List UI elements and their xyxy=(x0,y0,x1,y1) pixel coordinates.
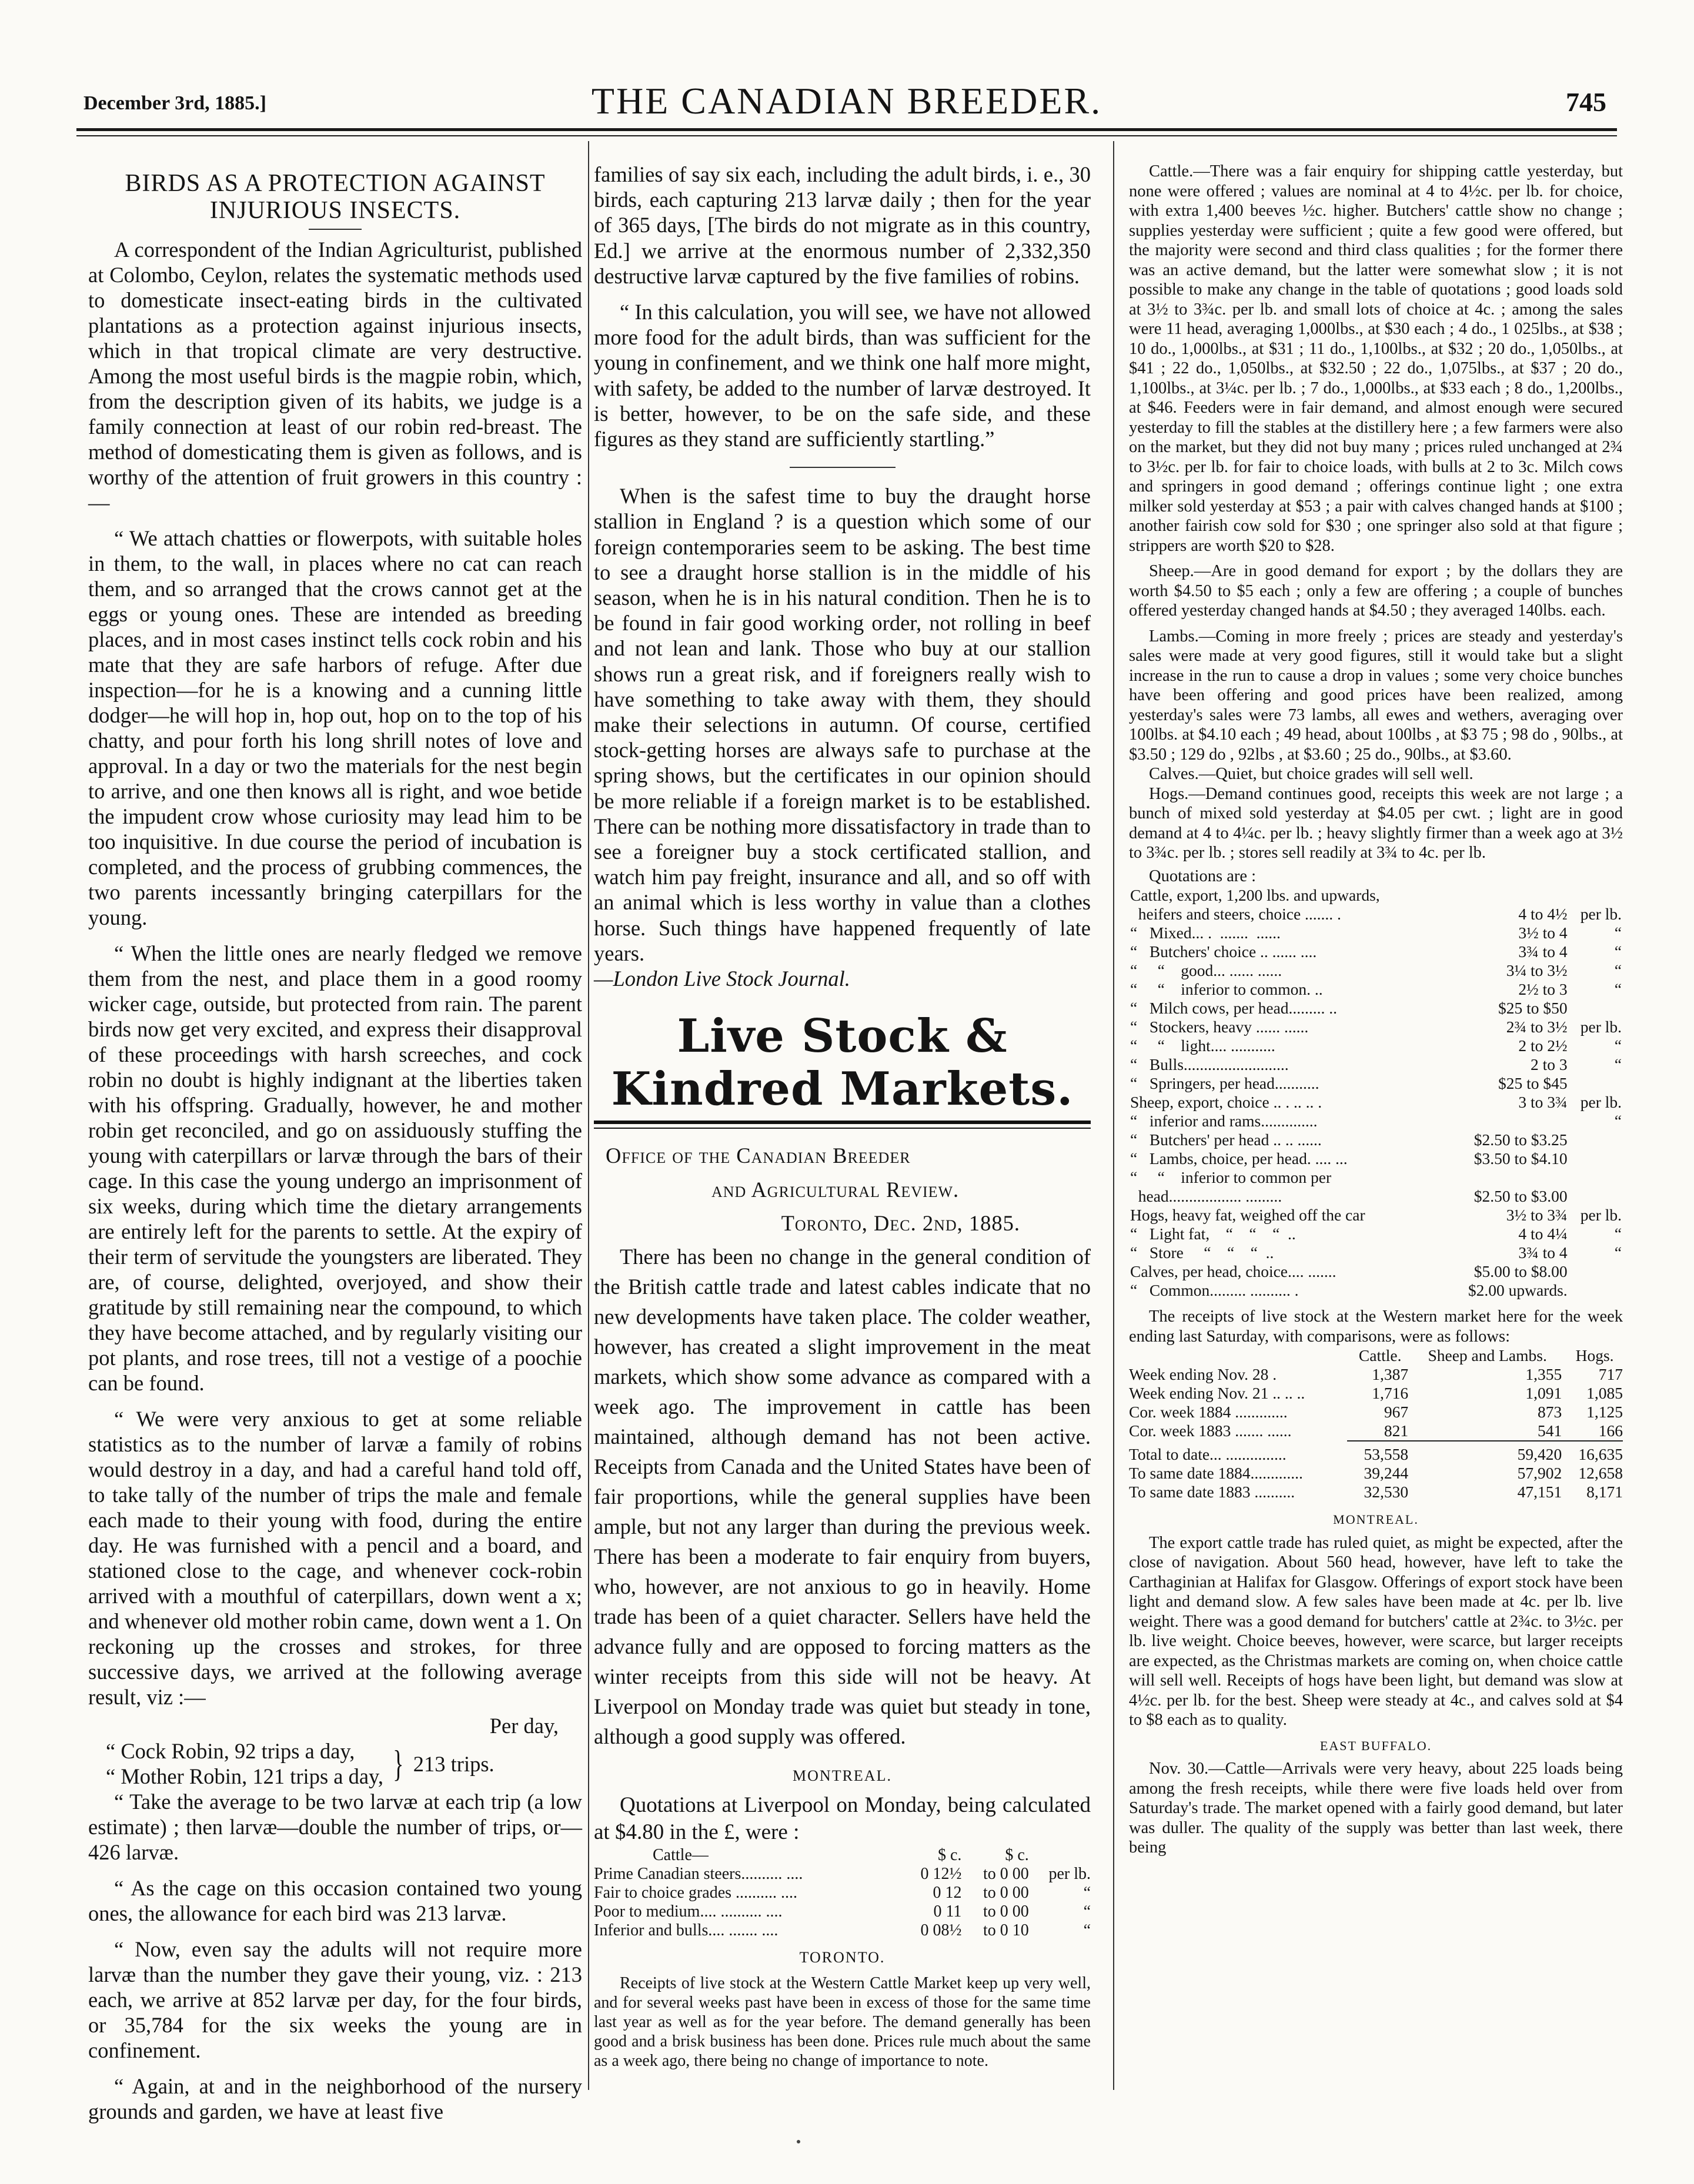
table-total-row xyxy=(1129,1483,1623,1501)
table-cell: “ xyxy=(1614,961,1622,979)
table-cell: 32,530 xyxy=(1364,1483,1409,1501)
table-row xyxy=(1129,999,1623,1018)
column-2 xyxy=(594,162,1091,2078)
markets-rule-thick xyxy=(594,1121,1091,1124)
table-cell: 47,151 xyxy=(1517,1483,1562,1501)
horse-source: —London Live Stock Journal. xyxy=(594,966,850,991)
paragraph: “ We were very anxious to get at some reliable statistics as to the number of larvæ a family of robins would destroy in a day, and had a careful hand told off, to take tally of the number of trips the male and female each made to their young with food, during the entire day. He was furnished with a pencil and a board, and stationed close to the cage, and whenever cock-robin arrived with a mouthful of caterpillars, down went a x; and whenever old mother robin came, down went a 1. On reckoning up the crosses and strokes, for three successive days, we arrived at the following average result, viz :— xyxy=(88,1407,582,1709)
table-cell: per lb. xyxy=(1580,1206,1622,1224)
table-cell xyxy=(1442,886,1569,905)
table-cell xyxy=(1569,1131,1623,1149)
table-cell: Week ending Nov. 21 .. .. .. xyxy=(1129,1384,1305,1402)
table-cell: 1,355 xyxy=(1525,1365,1562,1383)
montreal-label: MONTREAL. xyxy=(1333,1512,1419,1527)
table-cell: “ xyxy=(1083,1884,1091,1902)
table-cell: per lb. xyxy=(1048,1865,1091,1884)
table-cell: Cattle. xyxy=(1358,1346,1402,1364)
brace-symbol: } xyxy=(393,1742,404,1784)
table-header-cell: $ c. xyxy=(1005,1846,1029,1865)
table-row xyxy=(594,1921,1091,1940)
table-cell: “ xyxy=(1614,980,1622,998)
table-cell: $5.00 to $8.00 xyxy=(1474,1262,1568,1280)
table-cell: Sheep and Lambs. xyxy=(1428,1346,1547,1364)
table-cell: $2.50 to $3.25 xyxy=(1474,1131,1568,1149)
article-title-line1: BIRDS AS A PROTECTION AGAINST xyxy=(125,170,546,197)
markets-heading: Live Stock & Kindred Markets. xyxy=(611,1009,1074,1116)
section-rule xyxy=(790,467,896,468)
table-cell: $3.50 to $4.10 xyxy=(1474,1149,1568,1168)
table-header-cell xyxy=(1029,1846,1091,1865)
table-row xyxy=(1129,961,1623,980)
table-cell: 0 11 xyxy=(933,1902,962,1921)
cattle-paragraph: Cattle.—There was a fair enquiry for shipping cattle yesterday, but none were offered ; values are nominal at 4 to 4½c. per lb. for choice, with extra 1,400 beeves ½c. higher. Butchers' cattle show no change ; supplies yesterday were sufficient ; quite a few good were offered, but the majority were second and third class qualities ; for the former there was an active demand, but the latter were somewhat slow ; it is not possible to make any change in the table of quotations ; good loads sold at 3½ to 3¾c. per lb. and small lots of choice at 4c. ; among the sales were 11 head, averaging 1,000lbs., at $30 each ; 4 do., 1 025lbs., at $38 ; 10 do., 1,000lbs., at $31 ; 11 do., 1,100lbs., at $32 ; 20 do., 1,050lbs., at $41 ; 22 do., 1,050lbs., at $32.50 ; 22 do., 1,075lbs., at $37 ; 20 do., 1,100lbs., at 3¼c. per lb. ; 7 do., 1,000lbs., at $33 each ; 8 do., 1,200lbs., at $46. Feeders were in fair demand, and almost enough were secured yesterday to fill the stables at the distillery here ; a few farmers were also on the market, but they did not buy many ; prices ruled unchanged at 2¾ to 3½c. per lb. for fair to choice loads, with bulls at 2 to 3c. Milch cows and springers in good demand ; offerings continue light ; one extra milker sold yesterday at $53 ; a pair with calves changed hands at $100 ; another fairish cow sold for $30 ; one springer also sold at that figure ; strippers are worth $20 to $28. xyxy=(1129,162,1623,555)
table-cell: “ “ inferior to common per xyxy=(1130,1168,1332,1186)
table-cell xyxy=(1569,999,1623,1018)
table-cell: per lb. xyxy=(1580,1093,1622,1111)
column-divider-1 xyxy=(588,141,589,2090)
office-line: and Agricultural Review. xyxy=(711,1177,960,1202)
montreal-label: MONTREAL. xyxy=(793,1767,892,1784)
table-header-row xyxy=(1129,1346,1623,1365)
table-cell: Prime Canadian steers.......... .... xyxy=(594,1865,803,1884)
issue-date: December 3rd, 1885.] xyxy=(83,92,266,114)
table-cell: to 0 00 xyxy=(983,1902,1029,1921)
table-row xyxy=(1129,905,1623,924)
table-cell xyxy=(1569,1187,1623,1206)
calves-paragraph: Calves.—Quiet, but choice grades will sell well. xyxy=(1149,765,1474,783)
table-cell: $2.00 upwards. xyxy=(1468,1281,1568,1299)
table-row xyxy=(1129,942,1623,961)
table-cell xyxy=(1569,886,1623,905)
table-cell: Calves, per head, choice.... ....... xyxy=(1130,1262,1337,1280)
table-cell: “ xyxy=(1083,1902,1091,1921)
table-cell: 821 xyxy=(1384,1422,1409,1440)
table-cell: Hogs. xyxy=(1575,1346,1614,1364)
table-cell: 967 xyxy=(1384,1403,1409,1421)
receipts-table xyxy=(1129,1346,1623,1501)
table-cell: “ Butchers' choice .. ...... .... xyxy=(1130,942,1317,961)
column-1 xyxy=(88,162,582,2123)
divider-cell xyxy=(1347,1441,1408,1445)
table-header-cell: Cattle— xyxy=(653,1846,709,1865)
table-cell: “ Bulls.......................... xyxy=(1130,1055,1289,1073)
trip-tally xyxy=(88,1738,582,1789)
table-row xyxy=(1129,1206,1623,1225)
table-cell: 3¼ to 3½ xyxy=(1506,961,1568,979)
table-cell: 57,902 xyxy=(1517,1464,1562,1482)
table-cell: Week ending Nov. 28 . xyxy=(1129,1365,1277,1383)
trip-total: 213 trips. xyxy=(413,1751,494,1776)
table-row xyxy=(1129,1187,1623,1206)
receipts-intro: The receipts of live stock at the Western market here for the week ending last Saturday, with comparisons, were as follows: xyxy=(1129,1307,1623,1346)
divider-cell xyxy=(1562,1441,1623,1445)
table-cell: 3 to 3¾ xyxy=(1518,1093,1568,1111)
table-cell: $2.50 to $3.00 xyxy=(1474,1187,1568,1205)
article-title-line2: INJURIOUS INSECTS. xyxy=(209,197,461,224)
office-date: Toronto, Dec. 2nd, 1885. xyxy=(781,1210,1020,1235)
table-cell: per lb. xyxy=(1580,905,1622,923)
table-row xyxy=(1129,1112,1623,1131)
table-cell: 1,091 xyxy=(1525,1384,1562,1402)
table-cell: 1,125 xyxy=(1586,1403,1623,1421)
table-row xyxy=(1129,1403,1623,1422)
toronto-paragraph: Receipts of live stock at the Western Cattle Market keep up very well, and for several weeks past have been in excess of those for the same time last year as well as for the year before. The demand generally has been good and a brisk business has been done. Prices rule much about the same as a week ago, there being no change of importance to note. xyxy=(594,1974,1091,2071)
table-cell: 8,171 xyxy=(1586,1483,1623,1501)
lambs-paragraph: Lambs.—Coming in more freely ; prices are steady and yesterday's sales were made at very good figures, still it would take but a slight increase in the run to cause a drop in values ; some very choice bunches have been offering and good prices have been realized, among yesterday's sales were 73 lambs, all ewes and wethers, averaging over 100lbs. at $4.10 each ; 49 head, about 100lbs , at $3 75 ; 98 do , 90lbs., at $3.50 ; 129 do , 92lbs , at $3.60 ; 25 do., 90lbs., at $3.60. xyxy=(1129,627,1623,764)
table-cell: $25 to $45 xyxy=(1498,1074,1568,1092)
table-row xyxy=(1129,1074,1623,1093)
table-total-row xyxy=(1129,1445,1623,1464)
table-cell: 717 xyxy=(1598,1365,1623,1383)
table-cell xyxy=(1569,1074,1623,1093)
header-rule-thick xyxy=(76,128,1617,131)
divider-cell xyxy=(1408,1441,1562,1445)
markets-rule-thin xyxy=(594,1128,1091,1129)
east-buffalo-label: EAST BUFFALO. xyxy=(1319,1738,1432,1753)
table-cell: “ “ light.... ........... xyxy=(1130,1036,1275,1055)
masthead-title: THE CANADIAN BREEDER. xyxy=(591,80,1102,122)
table-cell: “ Store “ “ “ .. xyxy=(1130,1243,1274,1262)
toronto-label: TORONTO. xyxy=(799,1949,886,1966)
liverpool-quotations-table xyxy=(594,1846,1091,1940)
table-cell: “ xyxy=(1083,1921,1091,1940)
table-total-row xyxy=(1129,1464,1623,1483)
printer-mark xyxy=(797,2140,800,2143)
quotations-label: Quotations are : xyxy=(1149,867,1257,885)
table-header-cell: $ c. xyxy=(938,1846,962,1865)
table-divider-row xyxy=(1129,1441,1623,1445)
table-cell xyxy=(1569,1168,1623,1187)
paragraph: “ We attach chatties or flowerpots, with suitable holes in them, to the wall, in places where no cat can reach them, and so arranged that the crows cannot get at the eggs or young ones. These are intended as breeding places, and in most cases instinct tells cock robin and his mate that they are safe harbors of refuge. After due inspection—for he is a knowing and a cunning little dodger—he will hop in, hop out, hop on to the top of his chatty, and pour forth his long shrill notes of love and approval. In a day or two the materials for the nest begin to arrive, and one then knows all is right, and woe betide the impudent crow whose curiosity may lead him to be too inquisitive. In due course the period of incubation is completed, and the process of grubbing commences, the two parents incessantly bringing caterpillars for the young. xyxy=(88,526,582,929)
quotations-table xyxy=(1129,886,1623,1300)
table-cell: “ xyxy=(1614,1243,1622,1262)
per-day-label: Per day, xyxy=(489,1714,559,1738)
table-cell: Sheep, export, choice .. . .. .. . xyxy=(1130,1093,1322,1111)
table-row xyxy=(1129,1384,1623,1403)
table-cell: “ xyxy=(1614,1036,1622,1055)
paragraph: “ Now, even say the adults will not require more larvæ than the number they gave their young, viz. : 213 each, we arrive at 852 larvæ per day, for the four birds, or 35,784 for the six weeks the young are in confinement. xyxy=(88,1937,582,2062)
liverpool-intro: Quotations at Liverpool on Monday, being calculated at $4.80 in the £, were : xyxy=(594,1793,1091,1845)
table-cell: To same date 1883 .......... xyxy=(1129,1483,1295,1501)
table-cell: $25 to $50 xyxy=(1498,999,1568,1017)
table-cell: “ inferior and rams.............. xyxy=(1130,1112,1318,1130)
table-cell: 0 12 xyxy=(933,1884,962,1902)
table-cell: “ xyxy=(1614,1112,1622,1130)
paragraph: “ Take the average to be two larvæ at each trip (a low estimate) ; then larvæ—double the number of trips, or—426 larvæ. xyxy=(88,1790,582,1864)
table-cell: “ Mixed... . ....... ...... xyxy=(1130,924,1281,942)
table-cell: 1,716 xyxy=(1372,1384,1409,1402)
table-row xyxy=(594,1884,1091,1902)
table-cell: to 0 00 xyxy=(983,1865,1029,1884)
table-row xyxy=(1129,1131,1623,1149)
paragraph: A correspondent of the Indian Agriculturist, published at Colombo, Ceylon, relates the systematic methods used to domesticate insect-eating birds in the cultivated plantations as a protection against injurious insects, which in that tropical climate are very destructive. Among the most useful birds is the magpie robin, which, from the description given of its habits, we judge is a family connection at least of our robin red-breast. The method of domesticating them is given as follows, and is worthy of the attention of fruit growers in this country :— xyxy=(88,238,582,514)
page-number: 745 xyxy=(1566,87,1606,117)
table-row xyxy=(1129,1018,1623,1036)
table-cell: Cor. week 1884 ............. xyxy=(1129,1403,1288,1421)
table-cell: 3¾ to 4 xyxy=(1518,942,1568,961)
table-row xyxy=(594,1902,1091,1921)
table-row xyxy=(1129,1243,1623,1262)
paragraph: “ As the cage on this occasion contained two young ones, the allowance for each bird was 213 larvæ. xyxy=(88,1876,582,1925)
paragraph: “ In this calculation, you will see, we have not allowed more food for the adult birds, than was sufficient for the young in confinement, and we think one half more might, with safety, be added to the number of larvæ destroyed. It is better, however, to be on the safe side, and these figures as they stand are sufficiently startling.” xyxy=(594,300,1091,451)
table-cell: 2 to 2½ xyxy=(1518,1036,1568,1055)
table-row xyxy=(1129,1149,1623,1168)
table-row xyxy=(1129,1422,1623,1441)
table-cell xyxy=(1569,1149,1623,1168)
page-header xyxy=(76,79,1617,126)
table-cell: 873 xyxy=(1537,1403,1562,1421)
horse-paragraph: When is the safest time to buy the draught horse stallion in England ? is a question which some of our foreign contemporaries seem to be asking. The best time to see a draught horse stallion is in the middle of his season, when he is in his natural condition. Then he is to be found in fair good working order, not rolling in beef and not lean and lank. Those who buy at our stallion shows run a great risk, and if foreigners really wish to have something to take away with them, they should make their selections in autumn. Of course, certified stock-getting horses are always safe to purchase at the spring shows, but the certificates in our opinion should be more reliable if a foreign market is to be established. There can be nothing more dissatisfactory in trade than to see a foreigner buy a stock certificated stallion, and watch him pay freight, insurance and all, and so off with an animal which is less worthy in value than a clothes horse. Such things have happened frequently of late years. xyxy=(594,484,1091,965)
table-cell: 1,387 xyxy=(1372,1365,1409,1383)
table-cell: Inferior and bulls.... ....... .... xyxy=(594,1921,778,1940)
table-row xyxy=(1129,1365,1623,1384)
table-cell: 2½ to 3 xyxy=(1518,980,1568,998)
table-cell: To same date 1884............. xyxy=(1129,1464,1303,1482)
table-cell: to 0 10 xyxy=(983,1921,1029,1940)
table-header-row xyxy=(594,1846,1091,1865)
table-cell: “ xyxy=(1614,942,1622,961)
table-row xyxy=(1129,1055,1623,1074)
table-cell: Hogs, heavy fat, weighed off the car xyxy=(1130,1206,1365,1224)
table-cell: Cattle, export, 1,200 lbs. and upwards, xyxy=(1130,886,1380,904)
table-cell: 3¾ to 4 xyxy=(1518,1243,1568,1262)
table-cell: “ “ good... ...... ...... xyxy=(1130,961,1282,979)
montreal-paragraph: The export cattle trade has ruled quiet, as might be expected, after the close of navigation. About 560 head, however, have left to take the Carthaginian at Halifax for Glasgow. Offerings of export stock have been light and demand slow. A few sales have been made at 4c. per lb. live weight. There was a good demand for butchers' cattle at 2¾c. to 3½c. per lb. live weight. Choice beeves, however, were scarce, but larger receipts are expected, as the Christmas markets are coming on, when choice cattle will sell well. Receipts of hogs have been light, but demand was slow at 4½c. per lb. for the best. Sheep were steady at 4c., and calves sold at $4 to $8 each as to quality. xyxy=(1129,1533,1623,1729)
table-row xyxy=(1129,1281,1623,1300)
paragraph: “ When the little ones are nearly fledged we remove them from the nest, and place them in a good roomy wicker cage, outside, but protected from rain. The parent birds now get very excited, and express their disapproval of these proceedings with harsh screeches, and cock robin no doubt is highly indignant at the liberties taken with his offspring. Gradually, however, he and mother robin get reconciled, and go on assiduously stuffing the young with caterpillars or larvæ through the bars of their cage. In this case the young undergo an imprisonment of six weeks, during which time the dietary arrangements are entirely left for the parents to settle. At the expiry of their term of servitude the youngsters are liberated. They are, of course, delighted, overjoyed, and show their gratitude by still remaining near the compound, to which they have become attached, and by regularly visiting our pot plants, and rose trees, till not a vestige of a poochie can be found. xyxy=(88,941,582,1395)
trip-line: “ Cock Robin, 92 trips a day, xyxy=(106,1739,355,1763)
table-row xyxy=(1129,886,1623,905)
table-cell: “ xyxy=(1614,1055,1622,1073)
table-row xyxy=(1129,1262,1623,1281)
title-rule xyxy=(309,229,362,230)
table-cell: “ xyxy=(1614,1225,1622,1243)
table-cell: “ Common......... .......... . xyxy=(1130,1281,1299,1299)
table-row xyxy=(1129,1168,1623,1187)
table-cell: 3½ to 3¾ xyxy=(1506,1206,1568,1224)
table-cell: 2 to 3 xyxy=(1531,1055,1568,1073)
table-cell: “ “ inferior to common. .. xyxy=(1130,980,1323,998)
column-3 xyxy=(1129,162,1623,2078)
table-cell: 2¾ to 3½ xyxy=(1506,1018,1568,1036)
hogs-paragraph: Hogs.—Demand continues good, receipts this week are not large ; a bunch of mixed sold yesterday at $4.05 per cwt. ; light are in good demand at 4 to 4¼c. per lb. ; heavy slightly firmer than a week ago at 3½ to 3¾c. per lb. ; stores sell readily at 3¾ to 4c. per lb. xyxy=(1129,784,1623,862)
table-cell xyxy=(1569,1262,1623,1281)
trip-line: “ Mother Robin, 121 trips a day, xyxy=(106,1764,384,1788)
table-cell xyxy=(1569,1281,1623,1300)
table-cell: head.................. ......... xyxy=(1130,1187,1282,1205)
column-divider-2 xyxy=(1113,141,1114,2090)
table-cell: “ xyxy=(1614,924,1622,942)
table-cell: “ Butchers' per head .. .. ...... xyxy=(1130,1131,1322,1149)
table-cell: 541 xyxy=(1537,1422,1562,1440)
divider-cell xyxy=(1129,1441,1347,1445)
table-cell: Fair to choice grades .......... .... xyxy=(594,1884,798,1902)
table-row xyxy=(594,1865,1091,1884)
table-row xyxy=(1129,1225,1623,1243)
table-row xyxy=(1129,1036,1623,1055)
table-cell: 16,635 xyxy=(1578,1445,1623,1463)
header-rule-thin xyxy=(76,135,1617,136)
table-cell: Poor to medium.... .......... .... xyxy=(594,1902,783,1921)
table-cell: 3½ to 4 xyxy=(1518,924,1568,942)
table-cell: 166 xyxy=(1598,1422,1623,1440)
table-cell xyxy=(1442,1168,1569,1187)
table-cell: 0 08½ xyxy=(920,1921,962,1940)
table-cell: “ Light fat, “ “ “ .. xyxy=(1130,1225,1296,1243)
paragraph: “ Again, at and in the neighborhood of the nursery grounds and garden, we have at least five xyxy=(88,2074,582,2123)
table-cell xyxy=(1129,1346,1347,1365)
east-buffalo-paragraph: Nov. 30.—Cattle—Arrivals were very heavy, about 225 loads being among the fresh receipts, while there were five loads held over from Saturday's trade. The market opened with a fairly good demand, but later was duller. The quality of the supply was better than last week, there being xyxy=(1129,1760,1623,1857)
table-cell: “ Milch cows, per head......... .. xyxy=(1130,999,1338,1017)
market-paragraph: There has been no change in the general condition of the British cattle trade and latest cables indicate that no new developments have taken place. The colder weather, however, has created a slight improvement in the meat markets, which show some advance as compared with a week ago. The improvement in cattle has been maintained, although demand has not been active. Receipts from Canada and the United States have been of fair proportions, while the general supplies have been ample, but not any larger than during the previous week. There has been a moderate to fair enquiry from buyers, who, however, are not anxious to go in heavily. Home trade has been of a quiet character. Sellers have held the advance fully and are opposed to forcing matters as the winter receipts from this side will not be heavy. At Liverpool on Monday trade was quiet but steady in tone, although a good supply was offered. xyxy=(594,1244,1091,1748)
table-cell: “ Lambs, choice, per head. .... ... xyxy=(1130,1149,1348,1168)
table-cell: 53,558 xyxy=(1364,1445,1409,1463)
table-cell xyxy=(1442,1112,1569,1131)
table-row xyxy=(1129,980,1623,999)
office-line: Office of the Canadian Breeder xyxy=(606,1143,911,1168)
table-cell: to 0 00 xyxy=(983,1884,1029,1902)
table-cell: Cor. week 1883 ....... ...... xyxy=(1129,1422,1292,1440)
table-cell: per lb. xyxy=(1580,1018,1622,1036)
table-cell: “ Stockers, heavy ...... ...... xyxy=(1130,1018,1309,1036)
table-cell: heifers and steers, choice ....... . xyxy=(1130,905,1341,923)
table-row xyxy=(1129,1093,1623,1112)
paragraph: families of say six each, including the adult birds, i. e., 30 birds, each capturing 213 larvæ daily ; then for the year of 365 days, [The birds do not migrate as in this country, Ed.] we arrive at the enormous number of 2,332,350 destructive larvæ captured by the five families of robins. xyxy=(594,162,1091,288)
table-cell: Total to date... ............... xyxy=(1129,1445,1287,1463)
table-cell: 12,658 xyxy=(1578,1464,1623,1482)
article-title xyxy=(88,170,582,224)
table-row xyxy=(1129,924,1623,942)
table-cell: 4 to 4½ xyxy=(1518,905,1568,923)
table-cell: “ Springers, per head........... xyxy=(1130,1074,1319,1092)
table-cell: 59,420 xyxy=(1517,1445,1562,1463)
sheep-paragraph: Sheep.—Are in good demand for export ; by the dollars they are worth $4.50 to $5 each ; only a few are offering ; a couple of bunches offered yesterday changed hands at $4.50 ; they averaged 140lbs. each. xyxy=(1129,562,1623,620)
table-cell: 4 to 4¼ xyxy=(1518,1225,1568,1243)
table-cell: 39,244 xyxy=(1364,1464,1409,1482)
table-cell: 0 12½ xyxy=(920,1865,962,1884)
table-cell: 1,085 xyxy=(1586,1384,1623,1402)
